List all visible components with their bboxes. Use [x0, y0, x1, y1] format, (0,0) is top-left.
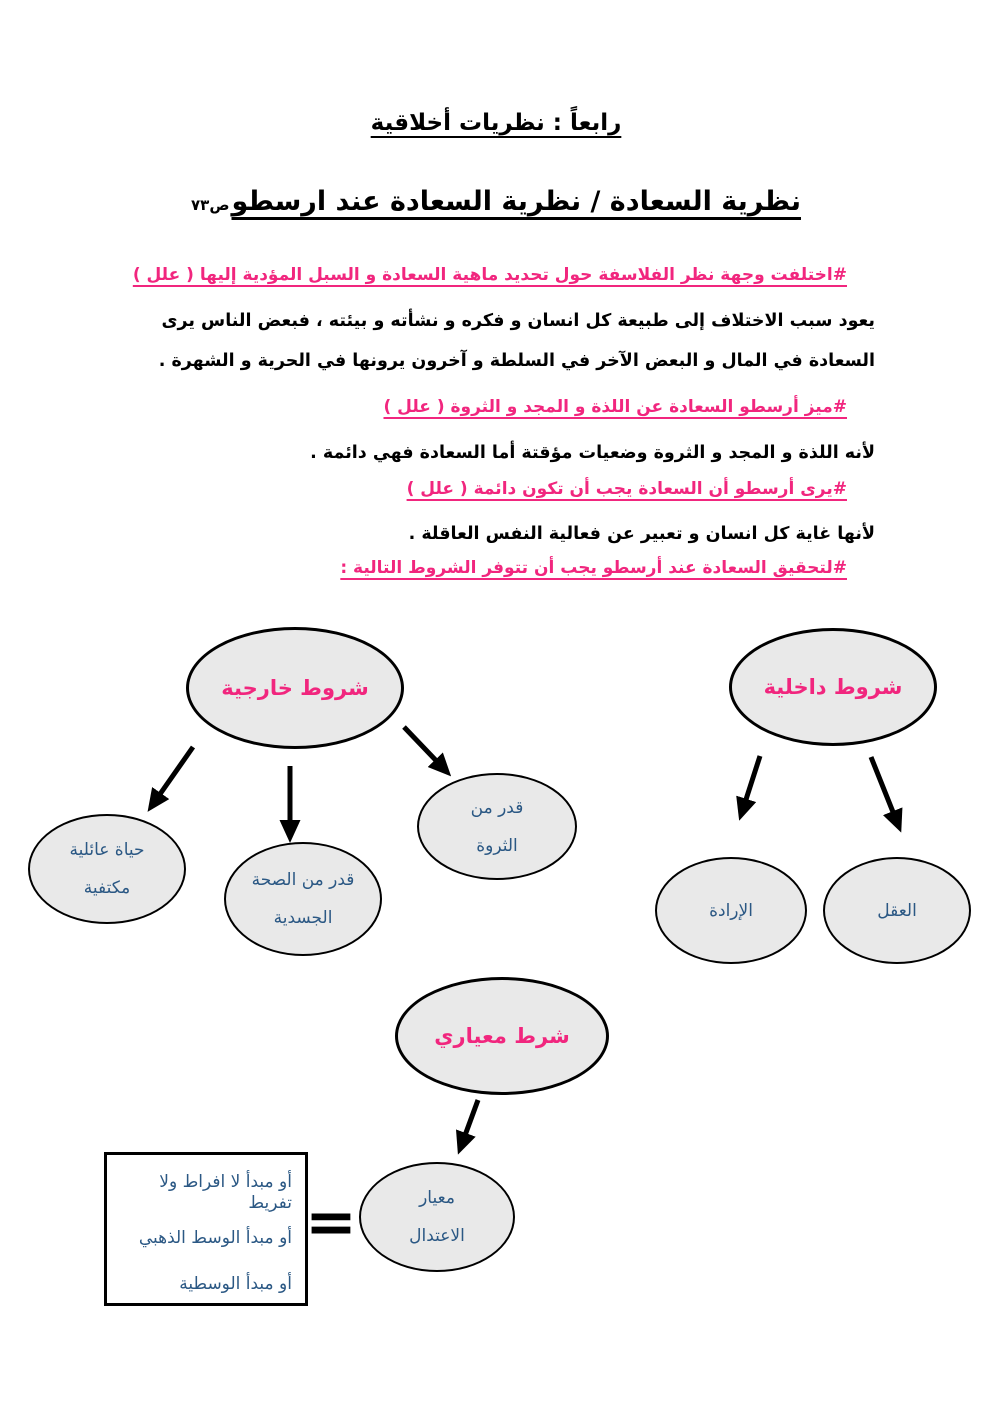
- node-physical-health: [224, 842, 382, 956]
- page-subtitle: [117, 186, 875, 217]
- question-heading-4: #لتحقيق السعادة عند أرسطو يجب أن تتوفر الشروط التالية :: [340, 558, 847, 579]
- answer-text-2: لأنه اللذة و المجد و الثروة وضعيات مؤقتة أما السعادة فهي دائمة .: [310, 442, 875, 463]
- node-wealth: [417, 773, 577, 880]
- question-heading-1: #اختلفت وجهة نظر الفلاسفة حول تحديد ماهية السعادة و السبل المؤدية إليها ( علل ): [132, 265, 847, 285]
- arrow-normative-to-moderation-icon: [460, 1100, 478, 1149]
- arrow-external-to-wealth-icon: [404, 727, 447, 772]
- node-label-line: الاعتدال: [409, 1226, 465, 1246]
- arrow-internal-to-mind-icon: [871, 757, 899, 827]
- node-label-line: معيار: [419, 1188, 455, 1208]
- node-label: شروط خارجية: [221, 676, 369, 700]
- node-label-line: قدر من: [470, 797, 524, 818]
- node-external-conditions: [186, 627, 404, 749]
- page-number-ref: ص٧٣: [191, 196, 230, 214]
- box-line: أو مبدأ الوسطية: [179, 1273, 292, 1294]
- node-label: الإرادة: [709, 900, 753, 921]
- text-content: [0, 0, 992, 584]
- node-label: شروط داخلية: [763, 675, 903, 699]
- node-moderation-criterion: [359, 1162, 515, 1272]
- node-label-line: حياة عائلية: [69, 840, 145, 860]
- node-label: شرط معياري: [434, 1024, 570, 1048]
- answer-text-1: يعود سبب الاختلاف إلى طبيعة كل انسان و فكره و نشأته و بيئته ، فبعض الناس يرى السعادة في المال و البعض الآخر في السلطة و آخرون يرونها في الحرية و الشهرة .: [158, 310, 875, 371]
- box-line: أو مبدأ لا افراط ولا تفريط: [159, 1172, 292, 1214]
- alternatives-box: [104, 1152, 308, 1306]
- arrow-internal-to-will-icon: [741, 756, 760, 815]
- node-label-line: الثروة: [476, 835, 518, 856]
- equals-sign: =: [305, 1186, 357, 1256]
- question-heading-3: #يرى أرسطو أن السعادة يجب أن تكون دائمة ( علل ): [406, 478, 847, 499]
- question-heading-2: #ميز أرسطو السعادة عن اللذة و المجد و الثروة ( علل ): [383, 396, 847, 417]
- node-normative-condition: [395, 977, 609, 1095]
- node-label-line: الجسدية: [273, 908, 333, 928]
- node-label: العقل: [877, 900, 917, 921]
- node-internal-conditions: [729, 628, 937, 746]
- node-label-line: قدر من الصحة: [251, 870, 355, 890]
- page-title: رابعاً : نظريات أخلاقية: [370, 110, 622, 136]
- box-line: أو مبدأ الوسط الذهبي: [138, 1227, 292, 1248]
- node-mind: [823, 857, 971, 964]
- lesson-title: نظرية السعادة / نظرية السعادة عند ارسطو: [231, 186, 801, 217]
- answer-text-3: لأنها غاية كل انسان و تعبير عن فعالية النفس العاقلة .: [408, 524, 875, 545]
- arrow-external-to-family-icon: [151, 747, 193, 807]
- node-family-life: [28, 814, 186, 924]
- node-label-line: مكتفية: [83, 878, 131, 898]
- node-will: [655, 857, 807, 964]
